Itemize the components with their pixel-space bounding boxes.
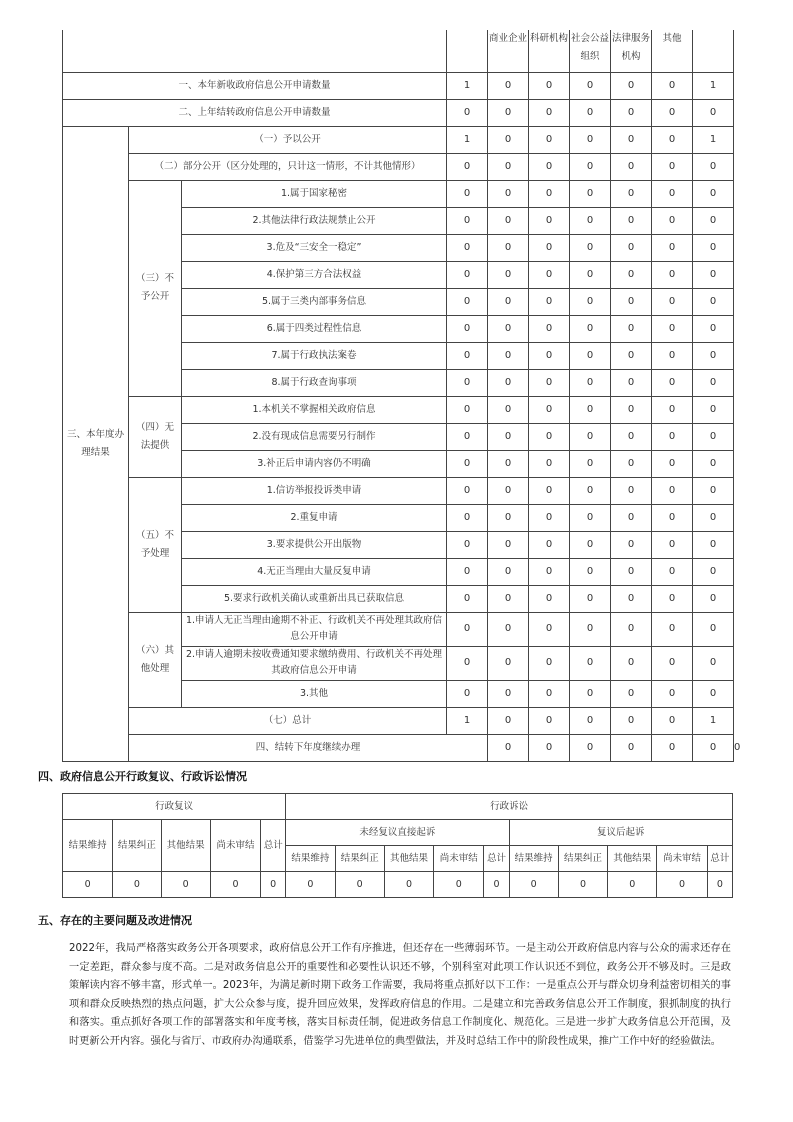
value-cell: 0 bbox=[611, 612, 652, 646]
section-heading: 四、政府信息公开行政复议、行政诉讼情况 bbox=[38, 770, 247, 783]
table-row: 四、结转下年度继续办理 0 0 0 0 0 0 0 bbox=[63, 734, 734, 761]
value-cell: 0 bbox=[570, 99, 611, 126]
value-cell: 0 bbox=[652, 646, 693, 680]
value-cell: 0 bbox=[611, 315, 652, 342]
value-cell: 0 bbox=[529, 504, 570, 531]
value-cell: 0 bbox=[529, 396, 570, 423]
value-cell: 0 bbox=[529, 585, 570, 612]
value-cell: 0 bbox=[447, 288, 488, 315]
value-cell: 0 bbox=[652, 288, 693, 315]
value-cell: 0 bbox=[652, 234, 693, 261]
row-label: 二、上年结转政府信息公开申请数量 bbox=[63, 99, 447, 126]
value-cell: 0 bbox=[447, 234, 488, 261]
row-label: （二）部分公开（区分处理的，只计这一情形，不计其他情形） bbox=[129, 153, 447, 180]
value-cell: 0 bbox=[611, 477, 652, 504]
value-cell: 0 bbox=[447, 450, 488, 477]
value-cell: 1 bbox=[447, 72, 488, 99]
value-cell: 0 bbox=[693, 585, 734, 612]
value-cell: 0 bbox=[652, 180, 693, 207]
value-cell: 0 bbox=[611, 450, 652, 477]
value-cell: 0 bbox=[570, 450, 611, 477]
direct-suit-header: 未经复议直接起诉 bbox=[286, 820, 509, 846]
row-label: 3.其他 bbox=[182, 680, 447, 707]
value-cell: 0 bbox=[652, 450, 693, 477]
col-header: 总计 bbox=[484, 846, 509, 872]
value-cell: 0 bbox=[693, 450, 734, 477]
value-cell: 0 bbox=[447, 477, 488, 504]
value-cell: 0 bbox=[384, 872, 433, 898]
table-row bbox=[63, 612, 734, 646]
row-label: 8.属于行政查询事项 bbox=[182, 369, 447, 396]
value-cell: 0 bbox=[611, 396, 652, 423]
value-cell: 0 bbox=[693, 558, 734, 585]
col-header: 结果维持 bbox=[509, 846, 558, 872]
value-cell: 0 bbox=[161, 872, 210, 898]
value-cell: 0 bbox=[570, 315, 611, 342]
value-cell: 0 bbox=[570, 707, 611, 734]
row-label: 6.属于四类过程性信息 bbox=[182, 315, 447, 342]
value-cell: 0 bbox=[652, 396, 693, 423]
col-header: 结果纠正 bbox=[558, 846, 607, 872]
value-cell: 0 bbox=[488, 646, 529, 680]
value-cell: 0 bbox=[611, 585, 652, 612]
value-cell: 0 bbox=[529, 707, 570, 734]
value-cell: 0 bbox=[488, 126, 529, 153]
row-label: （一）予以公开 bbox=[129, 126, 447, 153]
value-cell: 0 bbox=[570, 288, 611, 315]
col-header: 总计 bbox=[707, 846, 732, 872]
value-cell: 0 bbox=[693, 396, 734, 423]
value-cell: 1 bbox=[693, 72, 734, 99]
col-header: 结果纠正 bbox=[335, 846, 384, 872]
value-cell: 0 bbox=[652, 207, 693, 234]
row-label: 1.申请人无正当理由逾期不补正、行政机关不再处理其政府信息公开申请 bbox=[182, 612, 447, 646]
value-cell: 0 bbox=[488, 531, 529, 558]
value-cell: 0 bbox=[570, 680, 611, 707]
value-cell: 0 bbox=[570, 180, 611, 207]
header-blank-col bbox=[693, 30, 734, 72]
value-cell: 0 bbox=[529, 450, 570, 477]
value-cell: 0 bbox=[447, 396, 488, 423]
value-cell: 0 bbox=[488, 477, 529, 504]
value-cell: 0 bbox=[693, 234, 734, 261]
value-cell: 0 bbox=[570, 423, 611, 450]
value-cell: 0 bbox=[652, 707, 693, 734]
value-cell: 0 bbox=[529, 646, 570, 680]
group-label: （五）不予处理 bbox=[129, 477, 182, 612]
header-blank bbox=[63, 30, 447, 72]
row-label: 7.属于行政执法案卷 bbox=[182, 342, 447, 369]
row-label: 1.本机关不掌握相关政府信息 bbox=[182, 396, 447, 423]
value-cell: 0 bbox=[570, 207, 611, 234]
value-cell: 0 bbox=[63, 872, 113, 898]
value-cell: 0 bbox=[484, 872, 509, 898]
value-cell: 0 bbox=[529, 72, 570, 99]
litigation-header: 行政诉讼 bbox=[286, 794, 733, 820]
value-cell: 0 bbox=[652, 558, 693, 585]
col-header: 商业企业 bbox=[488, 30, 529, 72]
value-cell: 0 bbox=[611, 342, 652, 369]
value-cell: 0 bbox=[447, 558, 488, 585]
value-cell: 0 bbox=[611, 423, 652, 450]
value-cell: 0 bbox=[652, 423, 693, 450]
value-cell: 0 bbox=[611, 261, 652, 288]
col-header: 尚未审结 bbox=[434, 846, 484, 872]
value-cell: 0 bbox=[447, 207, 488, 234]
value-cell: 0 bbox=[693, 504, 734, 531]
value-cell: 0 bbox=[529, 342, 570, 369]
value-cell: 0 bbox=[488, 369, 529, 396]
value-cell: 0 bbox=[693, 99, 734, 126]
value-cell: 0 bbox=[570, 342, 611, 369]
value-cell: 0 bbox=[488, 207, 529, 234]
value-cell: 0 bbox=[693, 423, 734, 450]
col-header: 尚未审结 bbox=[210, 820, 260, 872]
value-cell: 0 bbox=[488, 153, 529, 180]
value-cell: 0 bbox=[611, 234, 652, 261]
value-cell: 0 bbox=[488, 99, 529, 126]
col-header: 其他 bbox=[652, 30, 693, 72]
value-cell: 0 bbox=[693, 477, 734, 504]
value-cell: 0 bbox=[611, 734, 652, 761]
value-cell: 0 bbox=[447, 423, 488, 450]
value-cell: 0 bbox=[611, 153, 652, 180]
value-cell: 0 bbox=[529, 477, 570, 504]
row-label: （七）总计 bbox=[129, 707, 447, 734]
table-row bbox=[63, 707, 734, 734]
row-label: 3.要求提供公开出版物 bbox=[182, 531, 447, 558]
value-cell: 0 bbox=[652, 126, 693, 153]
review-header: 行政复议 bbox=[63, 794, 286, 820]
values-row bbox=[63, 872, 733, 898]
header-blank-col bbox=[447, 30, 488, 72]
row-label: 5.要求行政机关确认或重新出具已获取信息 bbox=[182, 585, 447, 612]
value-cell: 0 bbox=[286, 872, 335, 898]
value-cell: 0 bbox=[652, 477, 693, 504]
value-cell: 0 bbox=[611, 680, 652, 707]
value-cell: 0 bbox=[488, 680, 529, 707]
value-cell: 0 bbox=[570, 153, 611, 180]
value-cell: 0 bbox=[488, 707, 529, 734]
after-review-header: 复议后起诉 bbox=[509, 820, 732, 846]
value-cell: 0 bbox=[693, 531, 734, 558]
value-cell: 0 bbox=[693, 734, 734, 761]
value-cell: 0 bbox=[707, 872, 732, 898]
value-cell: 0 bbox=[652, 504, 693, 531]
col-header: 其他结果 bbox=[161, 820, 210, 872]
value-cell: 0 bbox=[570, 585, 611, 612]
col-header: 法律服务机构 bbox=[611, 30, 652, 72]
col-header: 结果维持 bbox=[286, 846, 335, 872]
value-cell: 0 bbox=[611, 646, 652, 680]
value-cell: 0 bbox=[488, 396, 529, 423]
group-label: （四）无法提供 bbox=[129, 396, 182, 477]
value-cell: 0 bbox=[529, 680, 570, 707]
value-cell: 0 bbox=[652, 612, 693, 646]
value-cell: 0 bbox=[447, 680, 488, 707]
value-cell: 0 bbox=[488, 288, 529, 315]
value-cell: 0 bbox=[570, 369, 611, 396]
value-cell: 0 bbox=[693, 180, 734, 207]
col-header: 其他结果 bbox=[608, 846, 657, 872]
row-label: 2.其他法律行政法规禁止公开 bbox=[182, 207, 447, 234]
row-label: 3.危及“三安全一稳定” bbox=[182, 234, 447, 261]
value-cell: 0 bbox=[611, 126, 652, 153]
group-label: （六）其他处理 bbox=[129, 612, 182, 707]
value-cell: 0 bbox=[447, 261, 488, 288]
value-cell: 0 bbox=[611, 288, 652, 315]
value-cell: 0 bbox=[529, 531, 570, 558]
row-label: 2.申请人逾期未按收费通知要求缴纳费用、行政机关不再处理其政府信息公开申请 bbox=[182, 646, 447, 680]
value-cell: 0 bbox=[447, 504, 488, 531]
value-cell: 0 bbox=[657, 872, 707, 898]
table-row bbox=[63, 477, 734, 504]
review-litigation-table bbox=[62, 793, 733, 898]
value-cell: 1 bbox=[693, 707, 734, 734]
value-cell: 0 bbox=[488, 423, 529, 450]
value-cell: 0 bbox=[447, 369, 488, 396]
value-cell: 0 bbox=[447, 153, 488, 180]
results-group-label: 三、本年度办理结果 bbox=[63, 126, 129, 761]
value-cell: 0 bbox=[652, 315, 693, 342]
value-cell: 0 bbox=[529, 126, 570, 153]
value-cell: 0 bbox=[488, 315, 529, 342]
value-cell: 0 bbox=[570, 261, 611, 288]
value-cell: 0 bbox=[488, 234, 529, 261]
value-cell: 0 bbox=[652, 261, 693, 288]
value-cell: 0 bbox=[529, 558, 570, 585]
value-cell: 0 bbox=[652, 99, 693, 126]
value-cell: 0 bbox=[529, 207, 570, 234]
row-label: 4.保护第三方合法权益 bbox=[182, 261, 447, 288]
value-cell: 0 bbox=[693, 288, 734, 315]
value-cell: 0 bbox=[488, 450, 529, 477]
value-cell: 0 bbox=[570, 531, 611, 558]
value-cell: 0 bbox=[558, 872, 607, 898]
value-cell: 0 bbox=[652, 153, 693, 180]
value-cell: 0 bbox=[488, 504, 529, 531]
value-cell: 0 bbox=[210, 872, 260, 898]
value-cell: 0 bbox=[570, 72, 611, 99]
value-cell: 0 bbox=[611, 207, 652, 234]
value-cell: 0 bbox=[509, 872, 558, 898]
value-cell: 0 bbox=[652, 342, 693, 369]
value-cell: 0 bbox=[447, 531, 488, 558]
table-row bbox=[63, 153, 734, 180]
col-header: 总计 bbox=[261, 820, 286, 872]
value-cell: 0 bbox=[447, 180, 488, 207]
value-cell: 0 bbox=[447, 585, 488, 612]
value-cell: 0 bbox=[611, 369, 652, 396]
value-cell: 0 bbox=[570, 612, 611, 646]
header-row bbox=[63, 30, 734, 72]
value-cell: 0 bbox=[693, 342, 734, 369]
value-cell: 0 bbox=[570, 234, 611, 261]
value-cell: 0 bbox=[608, 872, 657, 898]
value-cell: 0 bbox=[693, 207, 734, 234]
row-label: 四、结转下年度继续办理 bbox=[129, 734, 488, 761]
col-header: 结果维持 bbox=[63, 820, 113, 872]
value-cell: 0 bbox=[529, 261, 570, 288]
value-cell: 0 bbox=[261, 872, 286, 898]
value-cell: 0 bbox=[447, 99, 488, 126]
value-cell: 0 bbox=[488, 342, 529, 369]
value-cell: 1 bbox=[693, 126, 734, 153]
row-label: 2.重复申请 bbox=[182, 504, 447, 531]
improvement-paragraph: 2022年，我局严格落实政务公开各项要求，政府信息公开工作有序推进，但还存在一些薄弱环节。一是主动公开政府信息内容与公众的需求还存在一定差距，群众参与度不高。二是对政务信息公开的重要性和必要性认识还不够，个别科室对此项工作认识还不到位，政务公开不够及时。三是政策解读内容不够丰富，形式单一。2023年，为满足新时期下政务工作需要，我局将重点抓好以下工作：一是重点公开与群众切身利益密切相关的事项和群众反映热烈的热点问题，扩大公众参与度，提升回应效果，发挥政府信息的作用。二是建立和完善政务信息公开工作制度，狠抓制度的执行和落实。重点抓好各项工作的部署落实和年度考核，落实目标责任制，促进政务信息工作制度化、规范化。三是进一步扩大政务信息公开范围，及时更新公开内容。强化与省厅、市政府办沟通联系，借鉴学习先进单位的典型做法，并及时总结工作中的阶段性成果，推广工作中好的经验做法。 bbox=[69, 943, 731, 1047]
table-row bbox=[63, 99, 734, 126]
value-cell: 0 bbox=[611, 504, 652, 531]
value-cell: 0 bbox=[447, 315, 488, 342]
value-cell: 0 bbox=[652, 734, 693, 761]
value-cell: 0 bbox=[693, 369, 734, 396]
row-label: 4.无正当理由大量反复申请 bbox=[182, 558, 447, 585]
value-cell: 0 bbox=[447, 646, 488, 680]
value-cell: 0 bbox=[652, 531, 693, 558]
value-cell: 0 bbox=[488, 72, 529, 99]
value-cell: 0 bbox=[529, 288, 570, 315]
value-cell: 0 bbox=[570, 504, 611, 531]
value-cell: 0 bbox=[693, 612, 734, 646]
group-label: （三）不予公开 bbox=[129, 180, 182, 396]
table-row bbox=[63, 126, 734, 153]
value-cell: 0 bbox=[652, 369, 693, 396]
value-cell: 0 bbox=[693, 680, 734, 707]
value-cell: 0 bbox=[693, 315, 734, 342]
value-cell: 0 bbox=[611, 180, 652, 207]
value-cell: 0 bbox=[488, 612, 529, 646]
value-cell: 0 bbox=[570, 477, 611, 504]
table-row bbox=[63, 72, 734, 99]
table-row bbox=[63, 180, 734, 207]
value-cell: 0 bbox=[447, 612, 488, 646]
value-cell: 0 bbox=[529, 153, 570, 180]
value-cell: 0 bbox=[529, 315, 570, 342]
value-cell: 0 bbox=[693, 153, 734, 180]
request-statistics-table bbox=[62, 30, 741, 762]
value-cell: 0 bbox=[434, 872, 484, 898]
value-cell: 0 bbox=[570, 558, 611, 585]
value-cell: 0 bbox=[570, 734, 611, 761]
value-cell: 0 bbox=[652, 72, 693, 99]
value-cell: 0 bbox=[447, 342, 488, 369]
section-heading: 五、存在的主要问题及改进情况 bbox=[38, 914, 192, 927]
value-cell: 0 bbox=[488, 180, 529, 207]
value-cell: 0 bbox=[529, 180, 570, 207]
value-cell: 0 bbox=[488, 585, 529, 612]
value-cell: 0 bbox=[611, 558, 652, 585]
value-cell: 0 bbox=[529, 234, 570, 261]
row-label: 3.补正后申请内容仍不明确 bbox=[182, 450, 447, 477]
value-cell: 0 bbox=[611, 99, 652, 126]
value-cell: 0 bbox=[611, 531, 652, 558]
value-cell: 0 bbox=[529, 734, 570, 761]
row-label: 2.没有现成信息需要另行制作 bbox=[182, 423, 447, 450]
col-header: 其他结果 bbox=[384, 846, 433, 872]
value-cell: 0 bbox=[652, 680, 693, 707]
value-cell: 0 bbox=[488, 734, 529, 761]
value-cell: 0 bbox=[529, 369, 570, 396]
row-label: 一、本年新收政府信息公开申请数量 bbox=[63, 72, 447, 99]
value-cell: 0 bbox=[611, 707, 652, 734]
value-cell: 0 bbox=[693, 261, 734, 288]
value-cell: 0 bbox=[488, 261, 529, 288]
value-cell: 0 bbox=[611, 72, 652, 99]
value-cell: 0 bbox=[529, 99, 570, 126]
col-header: 科研机构 bbox=[529, 30, 570, 72]
value-cell: 0 bbox=[652, 585, 693, 612]
value-cell: 0 bbox=[488, 558, 529, 585]
col-header: 结果纠正 bbox=[113, 820, 161, 872]
value-cell: 0 bbox=[529, 612, 570, 646]
col-header: 尚未审结 bbox=[657, 846, 707, 872]
row-label: 1.信访举报投诉类申请 bbox=[182, 477, 447, 504]
value-cell: 0 bbox=[113, 872, 161, 898]
table-row bbox=[63, 396, 734, 423]
value-cell: 0 bbox=[335, 872, 384, 898]
value-cell: 1 bbox=[447, 126, 488, 153]
value-cell: 0 bbox=[570, 646, 611, 680]
value-cell: 0 bbox=[570, 126, 611, 153]
value-cell: 1 bbox=[447, 707, 488, 734]
value-cell: 0 bbox=[570, 396, 611, 423]
col-header: 社会公益组织 bbox=[570, 30, 611, 72]
row-label: 1.属于国家秘密 bbox=[182, 180, 447, 207]
value-cell: 0 bbox=[529, 423, 570, 450]
value-cell: 0 bbox=[693, 646, 734, 680]
row-label: 5.属于三类内部事务信息 bbox=[182, 288, 447, 315]
